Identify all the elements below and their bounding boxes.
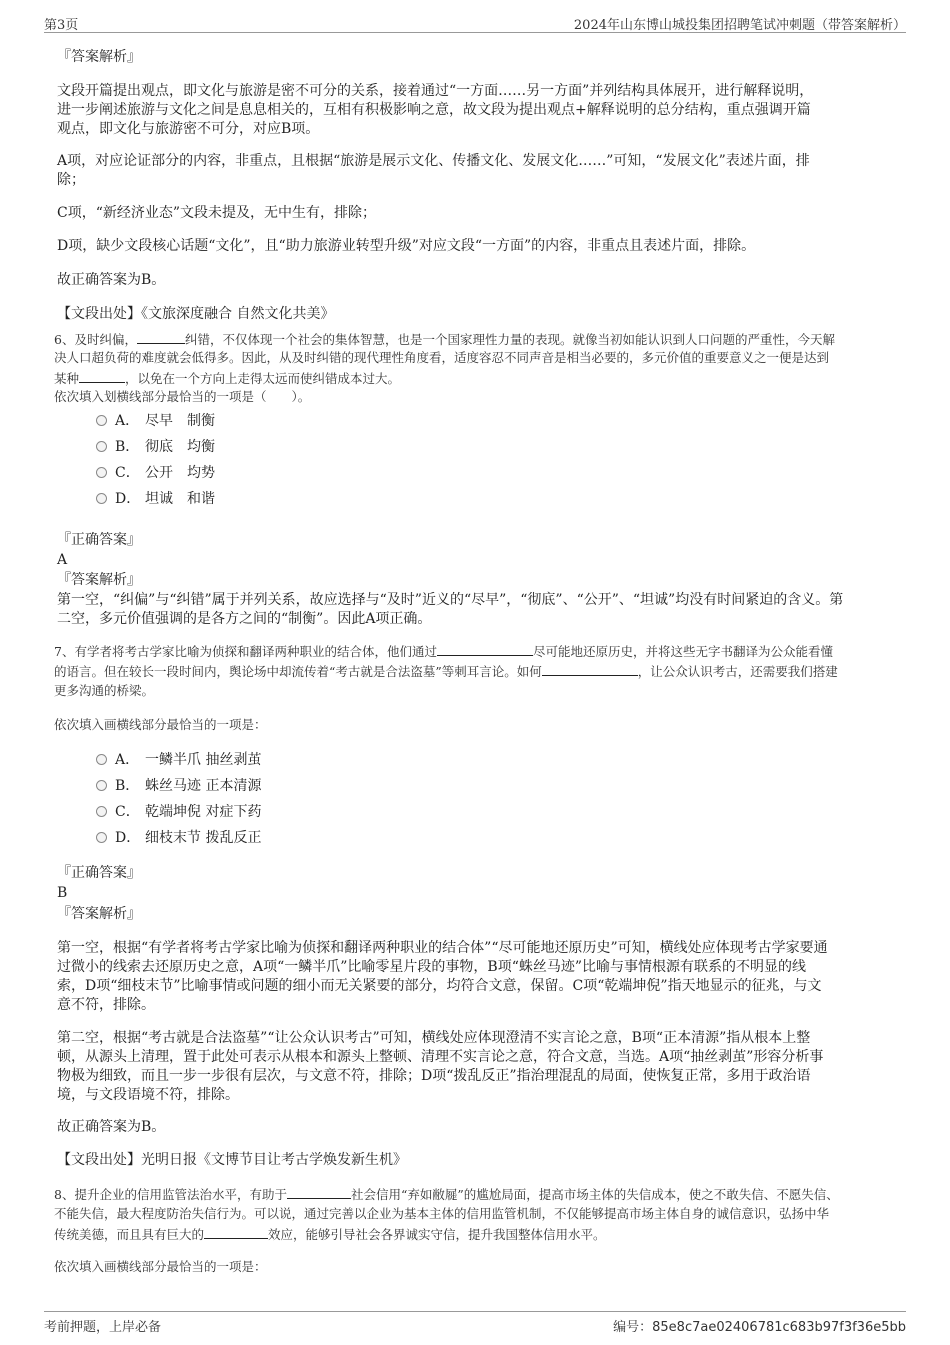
option-b[interactable]: B． 蛛丝马迹 正本清源	[96, 776, 261, 796]
page-footer	[44, 1311, 906, 1334]
question-8-prompt: 依次填入画横线部分最恰当的一项是：	[54, 1259, 267, 1274]
analysis-line: 索，D项“细枝末节”比喻事情或问题的细小而无关紧要的部分，均符合文意，保留。C项“乾端坤倪”指天地显示的征兆，与文	[57, 978, 822, 994]
analysis-line: 物极为细致，而且一步一步很有层次，与文意不符，排除；D项“拨乱反正”指治理混乱的局面，使恢复正常，多用于政治语	[57, 1068, 811, 1084]
analysis-line: 第二空，根据“考古就是合法盗墓”“让公众认识考古”可知，横线处应体现澄清不实言论之意，B项“正本清源”指从根本上整	[57, 1030, 811, 1046]
radio-button[interactable]	[96, 467, 107, 478]
footer-slogan: 考前押题，上岸必备	[44, 1320, 162, 1335]
analysis-line: D项，缺少文段核心话题“文化”，且“助力旅游业转型升级”对应文段“一方面”的内容，非重点且表述片面，排除。	[57, 238, 756, 254]
correct-answer: B	[57, 885, 68, 901]
question-6-text: 某种 ，以免在一个方向上走得太远而使纠错成本过大。	[54, 371, 401, 386]
analysis-line: 观点，即文化与旅游密不可分，对应B项。	[57, 121, 320, 137]
analysis-heading: 『答案解析』	[57, 572, 141, 588]
question-6-prompt: 依次填入划横线部分最恰当的一项是（ ）。	[54, 389, 311, 404]
answer-conclusion: 故正确答案为B。	[57, 1119, 166, 1135]
option-b[interactable]: B． 彻底 均衡	[96, 437, 215, 457]
analysis-heading: 『答案解析』	[57, 906, 141, 922]
radio-button[interactable]	[96, 493, 107, 504]
fill-blank	[437, 642, 533, 656]
question-7-text: 的语言。但在较长一段时间内，舆论场中却流传着“考古就是合法盗墓”等刺耳言论。如何 ，让公众认识考古，还需要我们搭建	[54, 664, 838, 679]
analysis-line: 进一步阐述旅游与文化之间是息息相关的，互相有积极影响之意，故文段为提出观点+解释说明的总分结构，重点强调开篇	[57, 102, 811, 118]
analysis-line: 文段开篇提出观点，即文化与旅游是密不可分的关系，接着通过“一方面……另一方面”并列结构具体展开，进行解释说明，	[57, 83, 814, 99]
question-8-text: 不能失信，最大程度防治失信行为。可以说，通过完善以企业为基本主体的信用监管机制，不仅能够提高市场主体自身的诚信意识，弘扬中华	[54, 1206, 830, 1221]
radio-button[interactable]	[96, 415, 107, 426]
option-a[interactable]: A． 一鳞半爪 抽丝剥茧	[96, 750, 261, 770]
analysis-line: 意不符，排除。	[57, 997, 155, 1013]
radio-button[interactable]	[96, 441, 107, 452]
analysis-line: 第一空，根据“有学者将考古学家比喻为侦探和翻译两种职业的结合体”“尽可能地还原历史”可知，横线处应体现考古学家要通	[57, 940, 828, 956]
option-c[interactable]: C． 乾端坤倪 对症下药	[96, 802, 261, 822]
analysis-line: 境，与文段语境不符，排除。	[57, 1087, 239, 1103]
fill-blank	[137, 330, 185, 344]
option-c[interactable]: C． 公开 均势	[96, 463, 215, 483]
fill-blank	[287, 1185, 351, 1199]
analysis-line: 过微小的线索去还原历史之意，A项“一鳞半爪”比喻零星片段的事物，B项“蛛丝马迹”比喻与事情根源有联系的不明显的线	[57, 959, 807, 975]
radio-button[interactable]	[96, 780, 107, 791]
source-citation: 【文段出处】光明日报《文博节目让考古学焕发新生机》	[57, 1152, 407, 1168]
question-6-text: 决人口超负荷的难度就会低得多。因此，从及时纠错的现代理性角度看，适度容忍不同声音是相当必要的，多元价值的重要意义之一便是达到	[54, 350, 830, 365]
radio-button[interactable]	[96, 832, 107, 843]
analysis-line: 第一空，“纠偏”与“纠错”属于并列关系，故应选择与“及时”近义的“尽早”，“彻底”、“公开”、“坦诚”均没有时间紧迫的含义。第	[57, 592, 844, 608]
fill-blank	[79, 369, 125, 383]
page-header	[44, 12, 906, 33]
analysis-line: 二空，多元价值强调的是各方之间的“制衡”。因此A项正确。	[57, 611, 432, 627]
page-number: 第3页	[44, 18, 79, 33]
source-citation: 【文段出处】《文旅深度融合 自然文化共美》	[57, 306, 335, 322]
question-7-text: 7、有学者将考古学家比喻为侦探和翻译两种职业的结合体，他们通过 尽可能地还原历史，并将这些无字书翻译为公众能看懂	[54, 644, 833, 659]
option-a[interactable]: A． 尽早 制衡	[96, 411, 215, 431]
fill-blank	[542, 662, 638, 676]
document-code: 编号：85e8c7ae02406781c683b97f3f36e5bb	[613, 1320, 906, 1335]
question-6-text: 6、及时纠偏， 纠错，不仅体现一个社会的集体智慧，也是一个国家理性力量的表现。就像当初如能认识到人口问题的严重性，今天解	[54, 332, 835, 347]
radio-button[interactable]	[96, 806, 107, 817]
question-8-text: 传统美德，而且具有巨大的 效应，能够引导社会各界诚实守信，提升我国整体信用水平。	[54, 1227, 606, 1242]
fill-blank	[204, 1225, 268, 1239]
question-7-prompt: 依次填入画横线部分最恰当的一项是：	[54, 717, 267, 732]
analysis-line: 顿，从源头上清理，置于此处可表示从根本和源头上整顿、清理不实言论之意，符合文意，当选。A项“抽丝剥茧”形容分析事	[57, 1049, 824, 1065]
correct-answer-heading: 『正确答案』	[57, 532, 141, 548]
radio-button[interactable]	[96, 754, 107, 765]
document-title: 2024年山东博山城投集团招聘笔试冲刺题（带答案解析）	[573, 18, 906, 33]
analysis-line: A项，对应论证部分的内容，非重点，且根据“旅游是展示文化、传播文化、发展文化……”可知，“发展文化”表述片面，排	[57, 153, 810, 169]
question-8-text: 8、提升企业的信用监管法治水平，有助于 社会信用“弃如敝屣”的尴尬局面，提高市场主体的失信成本，使之不敢失信、不愿失信、	[54, 1187, 839, 1202]
correct-answer: A	[57, 552, 68, 568]
option-d[interactable]: D． 坦诚 和谐	[96, 489, 215, 509]
analysis-line: C项，“新经济业态”文段未提及，无中生有，排除；	[57, 205, 377, 221]
correct-answer-heading: 『正确答案』	[57, 865, 141, 881]
analysis-heading: 『答案解析』	[57, 49, 141, 65]
question-7-text: 更多沟通的桥梁。	[54, 683, 155, 698]
answer-conclusion: 故正确答案为B。	[57, 272, 166, 288]
analysis-line: 除；	[57, 172, 85, 188]
option-d[interactable]: D． 细枝末节 拨乱反正	[96, 828, 261, 848]
